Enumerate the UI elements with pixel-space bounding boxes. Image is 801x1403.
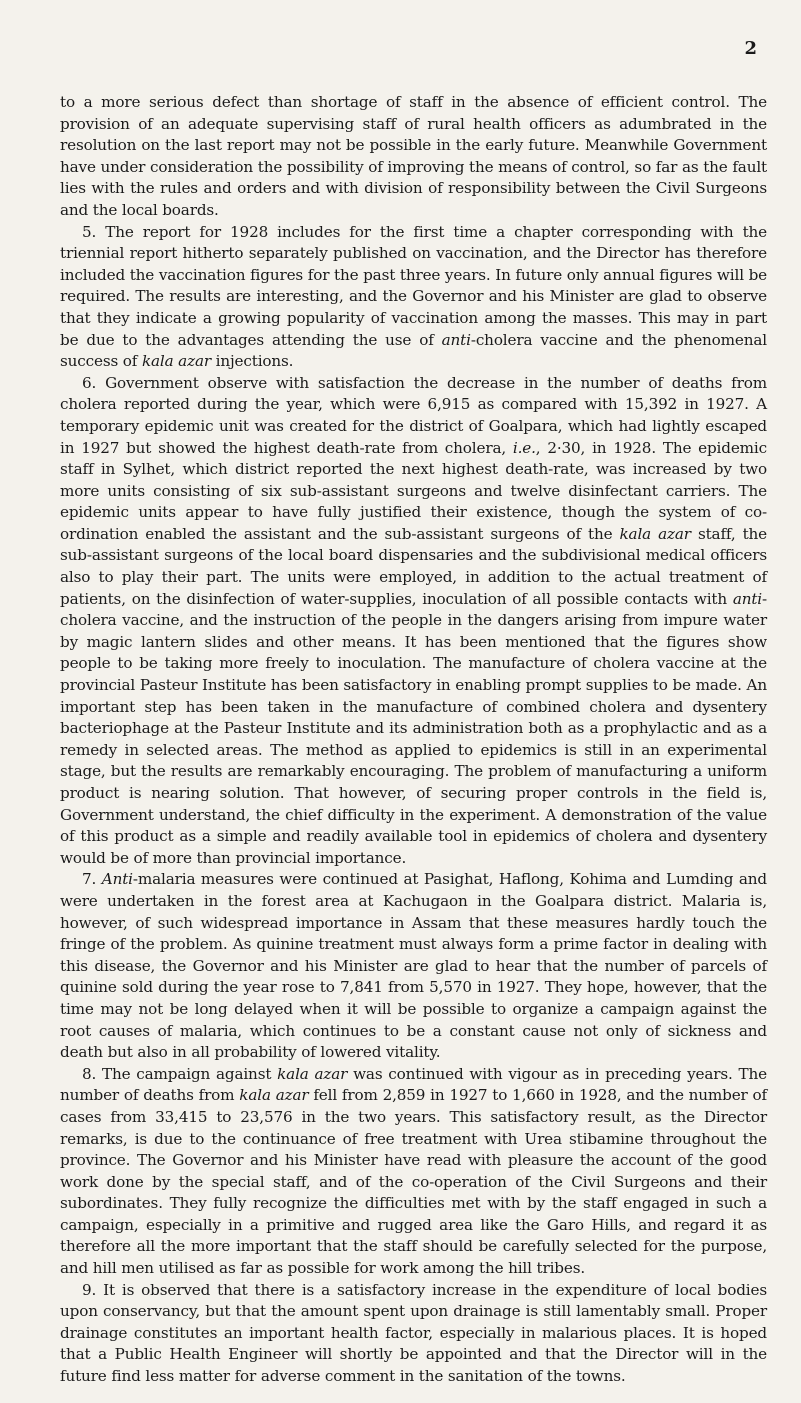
text-run: fell from 2,859 in 1927 to 1,660 in 1928, and the number of cases from 33,415 to 23,576 in the two years. This satisfactory result, as the Director remarks, is due to the continuance of free treatment with Urea stibamine throughout the province. The Governor and his Minister have read with pleasure the account of the good work done by the special staff, and of the co-operation of the Civil Surgeons and their subordinates. They fully recognize the difficulties met with by the staff engaged in such a campaign, especially in a primitive and rugged area like the Garo Hills, and regard it as therefore all the more important that the staff should be carefully selected for the purpose, and hill men utilised as far as possible for work among the hill tribes. — [60, 1086, 767, 1278]
paragraph-5-vaccination — [60, 222, 767, 373]
paragraph-9-drainage — [60, 1280, 767, 1388]
text-run: -cholera vaccine, and the instruction of the people in the dangers arising from impure water by magic lantern slides and other means. It has been mentioned that the figures show people to be taking more freely to inoculation. The manufacture of cholera vaccine at the provincial Pasteur Institute has been satisfactory in enabling prompt supplies to be made. An important step has been taken in the manufacture of combined cholera and dysentery bacteriophage at the Pasteur Institute and its administration both as a prophylactic and as a remedy in selected areas. The method as applied to epidemics is still in an experimental stage, but the results are remarkably encouraging. The problem of manufacturing a uniform product is nearing solution. That however, of securing proper controls in the field is, Government understand, the chief difficulty in the experiment. A demonstration of the value of this product as a simple and readily available tool in epidemics of cholera and dysentery would be of more than provincial importance. — [60, 589, 767, 867]
italic-term: kala azar — [277, 1064, 348, 1083]
text-run: , 2·30, in 1928. The epidemic staff in Sylhet, which district reported the next highest death-rate, was increased by two more units consisting of six sub-assistant surgeons and twelve disinfectant carriers. The epidemic units appear to have fully justified their existence, though the system of co-ordination enabled the assistant and the sub-assistant surgeons of the — [60, 438, 767, 543]
italic-term: Anti — [101, 870, 133, 889]
italic-term: i.e. — [512, 438, 536, 457]
text-run: -malaria measures were continued at Pasighat, Haflong, Kohima and Lumding and were undertaken in the forest area at Kachugaon in the Goalpara district. Malaria is, however, of such widespread importance in Assam that these measures hardly touch the fringe of the problem. As quinine treatment must always form a prime factor in dealing with this disease, the Governor and his Minister are glad to hear that the number of parcels of quinine sold during the year rose to 7,841 from 5,570 in 1927. They hope, however, that the time may not be long delayed when it will be possible to organize a campaign against the root causes of malaria, which continues to be a constant cause not only of sickness and death but also in all probability of lowered vitality. — [60, 870, 767, 1062]
text-run: was continued with vigour as in preceding years. The number of deaths from — [60, 1064, 767, 1105]
page-number: 2 — [744, 38, 757, 59]
paragraph-8-kala-azar — [60, 1064, 767, 1280]
text-run: 5. The report for 1928 includes for the first time a chapter corresponding with the triennial report hitherto separately published on vaccination, and the Director has therefore included the vaccination figures for the past three years. In future only annual figures will be required. The results are interesting, and the Governor and his Minister are glad to observe that they indicate a growing popularity of vaccination among the masses. This may in part be due to the advantages attending the use of — [60, 222, 767, 349]
text-run: 8. The campaign against — [82, 1064, 278, 1083]
paragraph-continuation — [60, 92, 767, 222]
text-run: to a more serious defect than shortage of staff in the absence of efficient control. The provision of an adequate supervising staff of rural health officers as adumbrated in the resolution on the last report may not be possible in the early future. Meanwhile Government have under consideration the possibility of improving the means of control, so far as the fault lies with the rules and orders and with division of responsibility between the Civil Surgeons and the local boards. — [60, 93, 767, 219]
italic-term: anti — [441, 330, 471, 349]
text-run: 9. It is observed that there is a satisfactory increase in the expenditure of local bodies upon conservancy, but that the amount spent upon drainage is still lamentably small. Proper drainage constitutes an important health factor, especially in malarious places. It is hoped that a Public Health Engineer will shortly be appointed and that the Director will in the future find less matter for adverse comment in the sanitation of the towns. — [60, 1280, 767, 1386]
text-run: staff, the sub-assistant surgeons of the local board dispensaries and the subdivisional medical officers also to play their part. The units were employed, in addition to the actual treatment of patients, on the disinfection of water-supplies, inoculation of all possible contacts with — [60, 524, 767, 608]
italic-term: kala azar — [239, 1086, 309, 1105]
italic-term: kala azar — [619, 524, 691, 543]
italic-term: kala azar — [141, 352, 211, 371]
text-run: 6. Government observe with satisfaction the decrease in the number of deaths from cholera reported during the year, which were 6,915 as compared with 15,392 in 1927. A temporary epidemic unit was created for the district of Goalpara, which had lightly escaped in 1927 but showed the highest death-rate from cholera, — [60, 373, 767, 457]
text-run: -cholera vaccine and the phenomenal success of — [60, 330, 767, 371]
italic-term: anti — [732, 589, 763, 608]
paragraph-6-cholera — [60, 373, 767, 870]
text-run: injections. — [210, 352, 294, 371]
text-run: 7. — [82, 870, 102, 889]
paragraph-7-malaria — [60, 869, 767, 1063]
